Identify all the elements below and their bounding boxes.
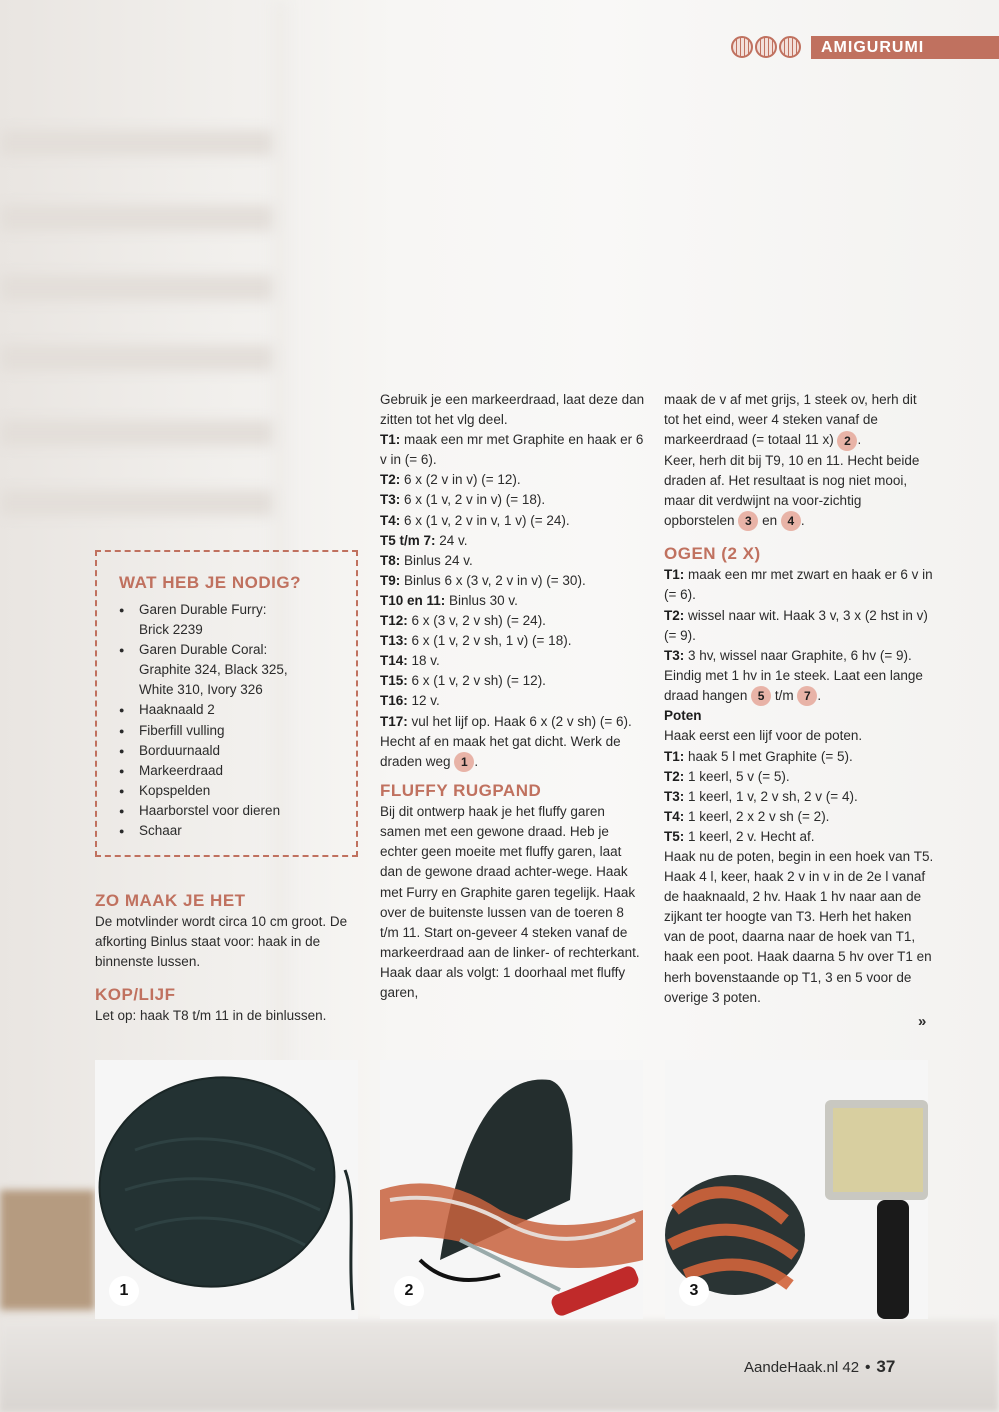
step-badge: 4 bbox=[781, 511, 801, 531]
legs-intro: Haak eerst een lijf voor de poten. bbox=[664, 728, 863, 744]
materials-item: ● Haaknaald 2 bbox=[119, 700, 340, 720]
step-badge: 2 bbox=[837, 431, 857, 451]
step-number: 2 bbox=[394, 1276, 424, 1306]
pattern-row: T10 en 11: Binlus 30 v. bbox=[380, 592, 518, 608]
instructions-title: ZO MAAK JE HET bbox=[95, 891, 246, 910]
pattern-row: T8: Binlus 24 v. bbox=[380, 552, 473, 568]
eyes-title: OGEN (2 X) bbox=[664, 544, 761, 564]
pattern-row: T16: 12 v. bbox=[380, 693, 440, 709]
column-1 bbox=[95, 890, 360, 1026]
step-photo-2 bbox=[380, 1060, 643, 1319]
background-wood-block bbox=[0, 1190, 95, 1310]
pattern-row: T17: vul het lijf op. Haak 6 x (2 v sh) (= 6). bbox=[380, 713, 632, 729]
materials-item: ● Markeerdraad bbox=[119, 761, 340, 781]
background-shelf bbox=[0, 490, 275, 516]
materials-item: ● Fiberfill vulling bbox=[119, 721, 340, 741]
pattern-row: T2: 6 x (2 v in v) (= 12). bbox=[380, 472, 521, 488]
page-number: 37 bbox=[876, 1357, 896, 1376]
yarn-balls-icon bbox=[731, 36, 801, 58]
step-badge: 5 bbox=[751, 686, 771, 706]
pattern-row: T5: 1 keerl, 2 v. Hecht af. bbox=[664, 828, 815, 844]
column-3 bbox=[664, 390, 934, 1008]
step-badge: 1 bbox=[454, 752, 474, 772]
materials-list bbox=[119, 600, 340, 841]
pattern-row: T9: Binlus 6 x (3 v, 2 v in v) (= 30). bbox=[380, 572, 586, 588]
brushing-text: Keer, herh dit bij T9, 10 en 11. Hecht beide draden af. Het resultaat is nog niet mooi, maar dit verdwijnt na voor-zichtig opborstelen 3 en 4 . bbox=[664, 451, 934, 532]
head-body-text: Let op: haak T8 t/m 11 in de binlussen. bbox=[95, 1008, 327, 1024]
pattern-row: T1: haak 5 l met Graphite (= 5). bbox=[664, 748, 853, 764]
background-shelf bbox=[0, 420, 275, 446]
background-shelf bbox=[0, 205, 275, 231]
materials-item: ● Kopspelden bbox=[119, 781, 340, 801]
pattern-row: T5 t/m 7: 24 v. bbox=[380, 532, 468, 548]
pattern-row: T4: 6 x (1 v, 2 v in v, 1 v) (= 24). bbox=[380, 512, 570, 528]
page-footer bbox=[744, 1357, 895, 1377]
pattern-row: T13: 6 x (1 v, 2 v sh, 1 v) (= 18). bbox=[380, 633, 572, 649]
background-shelf bbox=[0, 345, 275, 371]
materials-item: ● Schaar bbox=[119, 821, 340, 841]
continued-text: maak de v af met grijs, 1 steek ov, herh dit tot het eind, weer 4 steken vanaf de markeerdraad (= totaal 11 x) 2 . bbox=[664, 390, 934, 451]
step-badge: 7 bbox=[797, 686, 817, 706]
column-2 bbox=[380, 390, 646, 1003]
materials-item: ● Garen Durable Furry: Brick 2239 bbox=[119, 600, 340, 640]
materials-title: WAT HEB JE NODIG? bbox=[119, 573, 301, 592]
pattern-row: T1: maak een mr met Graphite en haak er 6 v in (= 6). bbox=[380, 432, 644, 468]
pattern-row: T2: wissel naar wit. Haak 3 v, 3 x (2 hst in v) (= 9). bbox=[664, 607, 928, 643]
pattern-row: T4: 1 keerl, 2 x 2 v sh (= 2). bbox=[664, 808, 830, 824]
background-shelf bbox=[0, 130, 275, 156]
pattern-row: T1: maak een mr met zwart en haak er 6 v in (= 6). bbox=[664, 567, 933, 603]
pattern-row: T14: 18 v. bbox=[380, 653, 440, 669]
step-badge: 3 bbox=[738, 511, 758, 531]
pattern-row: T3: 1 keerl, 1 v, 2 v sh, 2 v (= 4). bbox=[664, 788, 858, 804]
instructions-text: De motvlinder wordt circa 10 cm groot. De afkorting Binlus staat voor: haak in de binnenste lussen. bbox=[95, 914, 348, 970]
step-photo-1 bbox=[95, 1060, 358, 1319]
step-number: 1 bbox=[109, 1276, 139, 1306]
pattern-row: T3: 6 x (1 v, 2 v in v) (= 18). bbox=[380, 492, 546, 508]
legs-title: Poten bbox=[664, 708, 702, 724]
magazine-issue: AandeHaak.nl 42 bbox=[744, 1359, 860, 1376]
materials-box bbox=[95, 550, 358, 857]
fluffy-back-text: Bij dit ontwerp haak je het fluffy garen samen met een gewone draad. Heb je echter geen moeite met fluffy garen, laat dan de gewone draad achter-wege. Haak met Furry en Graphite garen tegelijk. Haak over de buitenste lussen van de toeren 8 t/m 11. Start on-geveer 4 steken vanaf de markeerdraad aan de linker- of rechterkant. Haak daar als volgt: 1 doorhaal met fluffy garen, bbox=[380, 804, 640, 1000]
step-photo-3 bbox=[665, 1060, 928, 1319]
background-shelf bbox=[0, 275, 275, 301]
step-number: 3 bbox=[679, 1276, 709, 1306]
legs-text: Haak nu de poten, begin in een hoek van T5. Haak 4 l, keer, haak 2 v in v in de 2e l vanaf de haaknaald, 2 hv. Haak 1 hv naar aan de zijkant ter hoogte van T3. Herh het haken van de poot, daarna naar de hoek van T1, haak een poot. Haak daarna 5 hv over T1 en herh bovenstaande op T1, 3 en 5 voor de overige 3 poten. bbox=[664, 849, 934, 1005]
fluffy-back-title: FLUFFY RUGPAND bbox=[380, 781, 542, 801]
pattern-row: T12: 6 x (3 v, 2 v sh) (= 24). bbox=[380, 613, 546, 629]
pattern-row: T15: 6 x (1 v, 2 v sh) (= 12). bbox=[380, 673, 546, 689]
materials-item: ● Borduurnaald bbox=[119, 741, 340, 761]
pattern-row: T3: 3 hv, wissel naar Graphite, 6 hv (= 9). Eindig met 1 hv in 1e steek. Laat een lange draad hangen 5 t/m 7 . bbox=[664, 646, 934, 707]
closing-text: Hecht af en maak het gat dicht. Werk de draden weg 1 . bbox=[380, 732, 646, 773]
pattern-row: T2: 1 keerl, 5 v (= 5). bbox=[664, 768, 790, 784]
continue-arrow-icon: » bbox=[918, 1013, 927, 1030]
section-tag: AMIGURUMI bbox=[811, 36, 999, 59]
intro-text: Gebruik je een markeerdraad, laat deze dan zitten tot het vlg deel. bbox=[380, 392, 645, 428]
materials-item: ● Garen Durable Coral: Graphite 324, Black 325, White 310, Ivory 326 bbox=[119, 640, 340, 700]
head-body-title: KOP/LIJF bbox=[95, 985, 176, 1005]
materials-item: ● Haarborstel voor dieren bbox=[119, 801, 340, 821]
footer-bullet: • bbox=[865, 1359, 871, 1376]
